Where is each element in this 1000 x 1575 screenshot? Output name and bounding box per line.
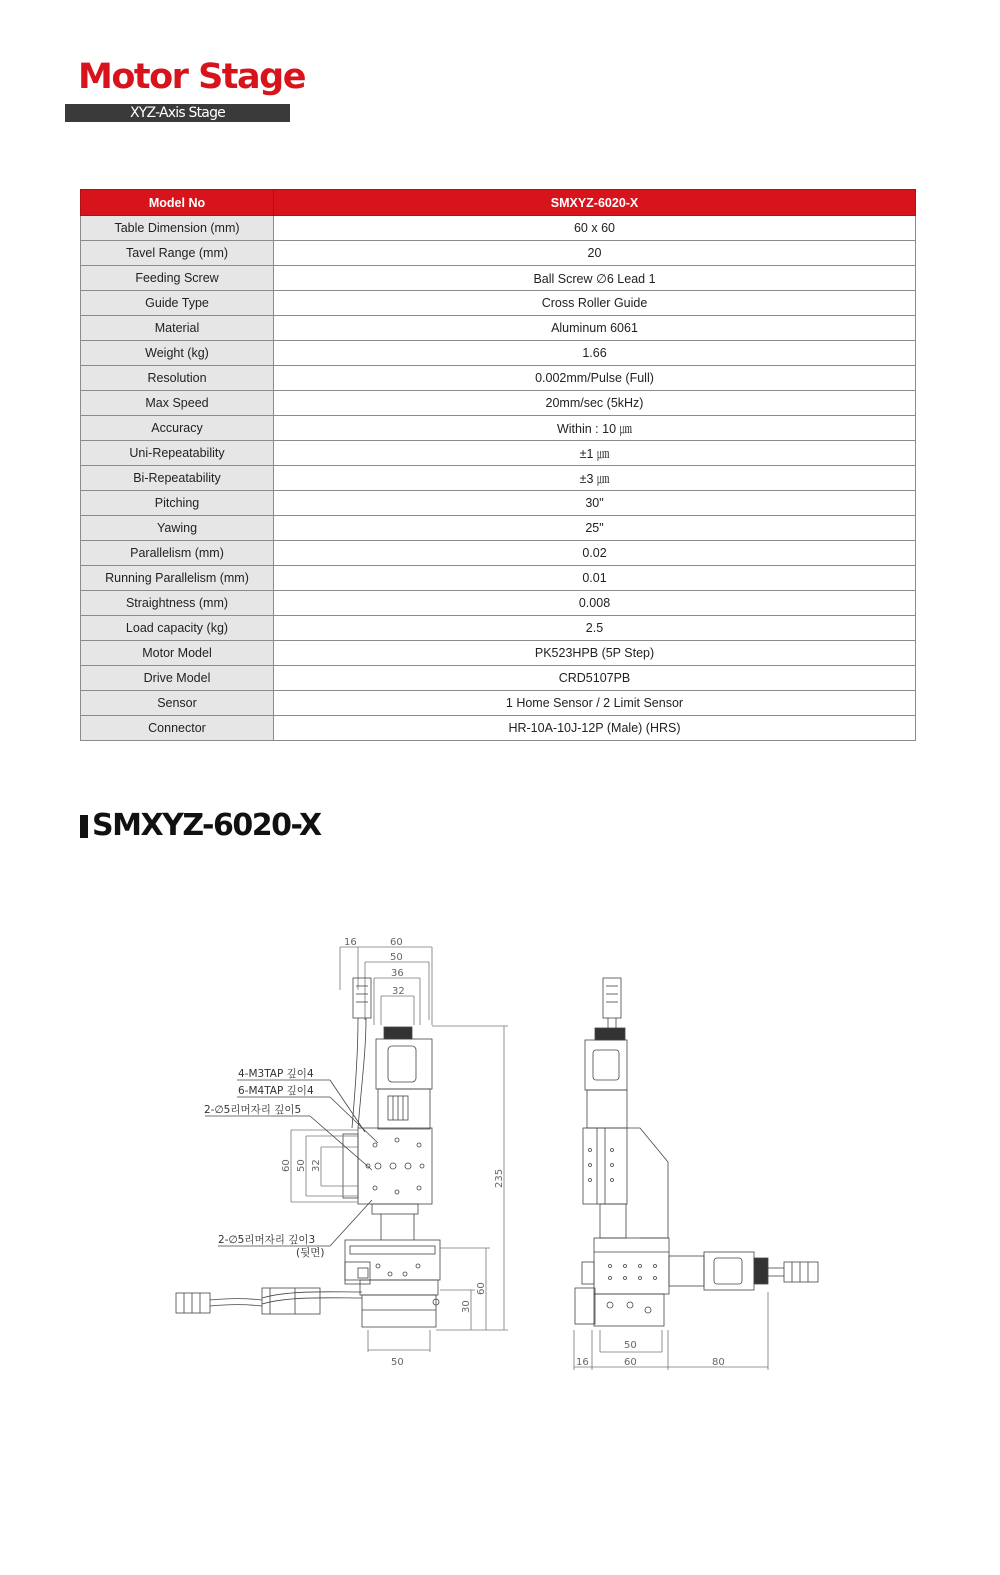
callout-back-side: (뒷면)	[296, 1247, 325, 1259]
spec-value: 60 x 60	[274, 216, 916, 241]
spec-value: 30"	[274, 491, 916, 516]
spec-row	[81, 516, 916, 541]
spec-label: Accuracy	[81, 416, 274, 441]
spec-row	[81, 491, 916, 516]
spec-row	[81, 316, 916, 341]
spec-table-header-row	[81, 190, 916, 216]
spec-row	[81, 291, 916, 316]
spec-value: CRD5107PB	[274, 666, 916, 691]
spec-label: Max Speed	[81, 391, 274, 416]
spec-label: Pitching	[81, 491, 274, 516]
spec-table	[80, 189, 916, 741]
spec-label: Connector	[81, 716, 274, 741]
spec-table-body	[81, 216, 916, 741]
section-title	[80, 806, 321, 846]
dim-b30: 30	[461, 1300, 472, 1313]
spec-row	[81, 641, 916, 666]
brand-title: Motor Stage	[78, 57, 305, 97]
spec-row	[81, 716, 916, 741]
side-dim-60: 60	[624, 1357, 637, 1368]
section-title-text: SMXYZ-6020-X	[92, 808, 321, 843]
spec-row	[81, 691, 916, 716]
spec-label: Sensor	[81, 691, 274, 716]
spec-value: 0.01	[274, 566, 916, 591]
spec-value: ±1 ㎛	[274, 441, 916, 466]
spec-row	[81, 616, 916, 641]
callout-ream-depth3: 2-∅5리머자리 깊이3	[218, 1234, 316, 1246]
side-dim-50: 50	[624, 1340, 637, 1351]
dim-b50: 50	[391, 1357, 404, 1368]
dim-50: 50	[390, 952, 403, 963]
front-view	[176, 947, 508, 1352]
spec-row	[81, 416, 916, 441]
spec-label: Drive Model	[81, 666, 274, 691]
dim-h60: 60	[281, 1159, 292, 1172]
spec-label: Yawing	[81, 516, 274, 541]
spec-value: Ball Screw ∅6 Lead 1	[274, 266, 916, 291]
spec-label: Table Dimension (mm)	[81, 216, 274, 241]
spec-label: Feeding Screw	[81, 266, 274, 291]
spec-row	[81, 566, 916, 591]
spec-value: 0.008	[274, 591, 916, 616]
spec-label: Material	[81, 316, 274, 341]
spec-row	[81, 666, 916, 691]
dim-16: 16	[344, 937, 357, 948]
spec-label: Running Parallelism (mm)	[81, 566, 274, 591]
dim-36: 36	[391, 968, 404, 979]
spec-row	[81, 391, 916, 416]
spec-row	[81, 216, 916, 241]
dim-b60: 60	[476, 1282, 487, 1295]
spec-label: Resolution	[81, 366, 274, 391]
dim-60: 60	[390, 937, 403, 948]
spec-value: PK523HPB (5P Step)	[274, 641, 916, 666]
brand-subtitle-banner: XYZ-Axis Stage	[65, 104, 290, 122]
spec-value: Cross Roller Guide	[274, 291, 916, 316]
spec-value: Aluminum 6061	[274, 316, 916, 341]
dim-h50: 50	[296, 1159, 307, 1172]
spec-value: Within : 10 ㎛	[274, 416, 916, 441]
spec-label: Bi-Repeatability	[81, 466, 274, 491]
spec-label: Straightness (mm)	[81, 591, 274, 616]
spec-value: 25"	[274, 516, 916, 541]
spec-row	[81, 266, 916, 291]
spec-label: Weight (kg)	[81, 341, 274, 366]
spec-row	[81, 591, 916, 616]
spec-label: Parallelism (mm)	[81, 541, 274, 566]
spec-row	[81, 541, 916, 566]
spec-value: 20mm/sec (5kHz)	[274, 391, 916, 416]
side-dim-80: 80	[712, 1357, 725, 1368]
side-dim-16: 16	[576, 1357, 589, 1368]
dim-h32: 32	[311, 1159, 322, 1172]
spec-header-label: Model No	[81, 190, 274, 216]
spec-row	[81, 241, 916, 266]
spec-row	[81, 466, 916, 491]
spec-value: 0.02	[274, 541, 916, 566]
spec-header-model: SMXYZ-6020-X	[274, 190, 916, 216]
spec-label: Guide Type	[81, 291, 274, 316]
dim-32: 32	[392, 986, 405, 997]
spec-label: Uni-Repeatability	[81, 441, 274, 466]
spec-label: Tavel Range (mm)	[81, 241, 274, 266]
spec-label: Motor Model	[81, 641, 274, 666]
spec-value: 20	[274, 241, 916, 266]
dim-235: 235	[494, 1168, 505, 1188]
spec-value: HR-10A-10J-12P (Male) (HRS)	[274, 716, 916, 741]
spec-row	[81, 441, 916, 466]
spec-label: Load capacity (kg)	[81, 616, 274, 641]
callout-ream-depth5: 2-∅5리머자리 깊이5	[204, 1104, 302, 1116]
spec-value: 2.5	[274, 616, 916, 641]
spec-value: 0.002mm/Pulse (Full)	[274, 366, 916, 391]
callout-m3-tap: 4-M3TAP 깊이4	[238, 1068, 314, 1080]
side-view	[574, 978, 818, 1370]
spec-value: 1 Home Sensor / 2 Limit Sensor	[274, 691, 916, 716]
spec-value: 1.66	[274, 341, 916, 366]
technical-drawing	[0, 900, 1000, 1420]
spec-row	[81, 341, 916, 366]
spec-row	[81, 366, 916, 391]
spec-value: ±3 ㎛	[274, 466, 916, 491]
callout-m4-tap: 6-M4TAP 깊이4	[238, 1085, 314, 1097]
